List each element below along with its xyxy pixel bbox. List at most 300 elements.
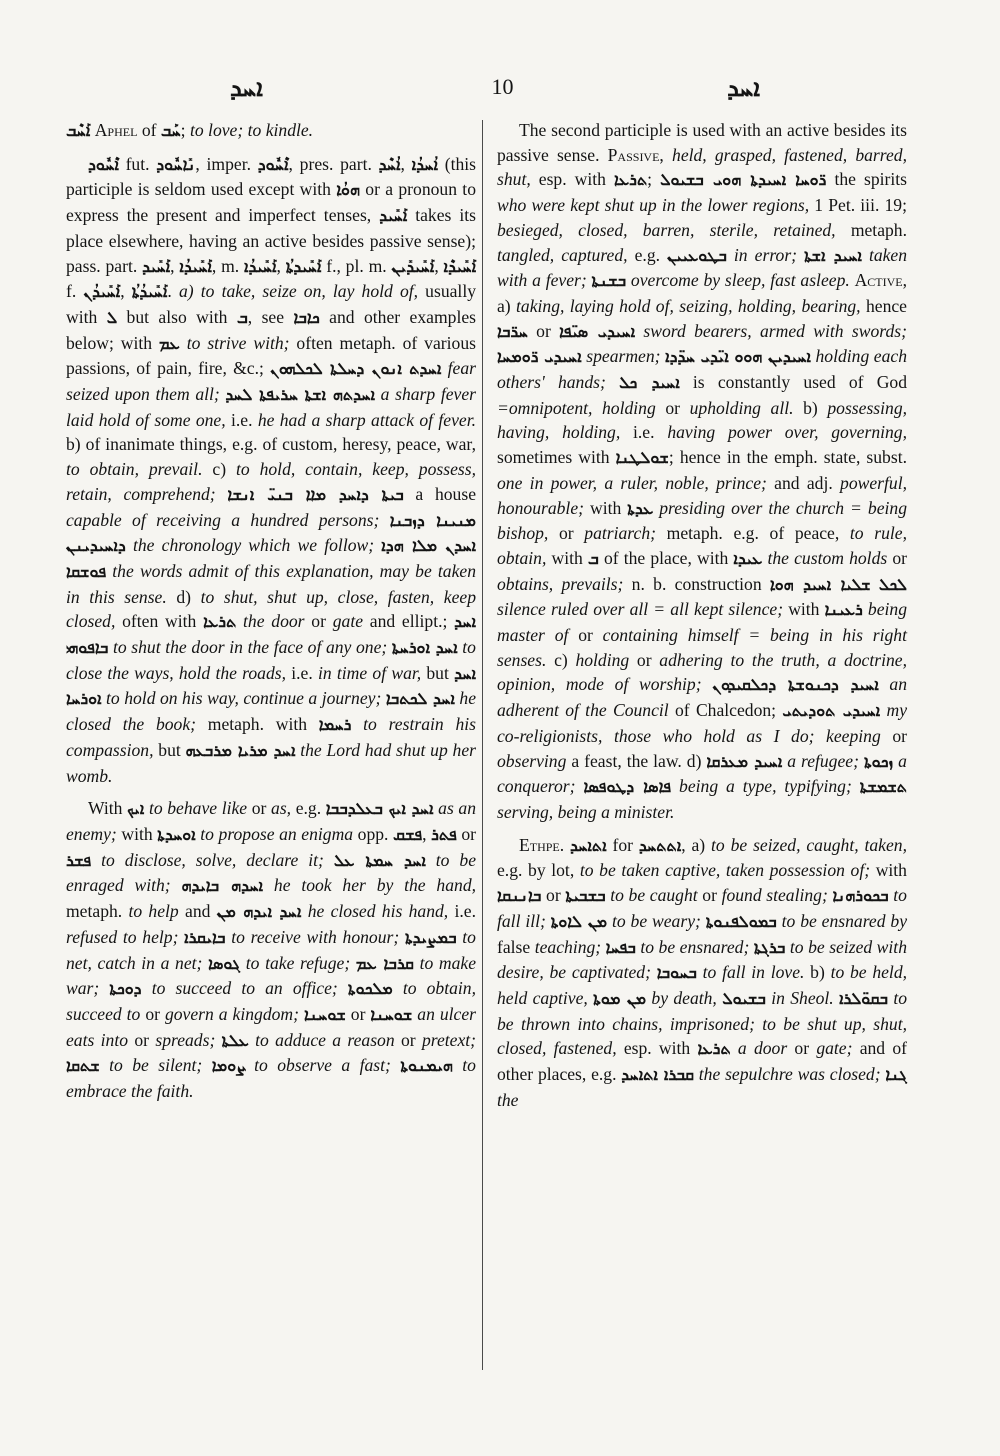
italic-gloss: to propose an enigma — [200, 823, 354, 844]
text-run — [324, 850, 334, 870]
syriac-word: ܢܺܐܚܽܘܕ — [156, 154, 196, 174]
syriac-word: ܥܠܬܐ — [221, 1030, 249, 1050]
italic-gloss: refused to help; — [66, 926, 179, 947]
text-run: c) — [546, 649, 576, 670]
text-run — [852, 776, 860, 796]
text-run: or — [697, 885, 722, 906]
syriac-word: ܩܒܪܐ ܐܬܐܚܕ — [621, 1065, 694, 1085]
text-run: for — [606, 834, 639, 855]
text-run: , — [422, 823, 432, 844]
syriac-word: ܒܫܒܝܬܐ — [565, 886, 606, 906]
text-run: b) — [793, 397, 828, 418]
text-run: , m. — [211, 255, 244, 276]
italic-gloss: to be weary; — [612, 910, 701, 931]
italic-gloss: to embrace the faith. — [66, 1055, 476, 1102]
syriac-word: ܐܚܝܕܝܢ ܗܘܘ ܐܝ̈ܕܝ ܚܕ̈ܕܐ — [665, 347, 811, 367]
text-run: but also with — [117, 306, 237, 327]
syriac-word: ܐܰܚܺܝܕܶܐ — [443, 256, 477, 276]
syriac-word: ܒܟܘܪܗܢܐ — [832, 886, 889, 906]
entry-paragraph — [497, 833, 907, 1113]
italic-gloss: to strive with; — [186, 332, 290, 353]
syriac-word: ܪܥܝܢܐ — [824, 600, 863, 620]
syriac-word: ܕܘܟܬܐ — [109, 979, 142, 999]
syriac-word: ܐܰܚܺܝܕ — [379, 206, 408, 226]
italic-gloss: to be taken captive, taken possession of; — [579, 860, 871, 881]
syriac-word: ܬܪܥܐ — [697, 1039, 731, 1059]
text-run: takes its place elsewhere, having an active besides passive sense); pass. part. — [66, 205, 476, 276]
italic-gloss: held, grasped, fastened, barred, shut, — [497, 144, 907, 190]
text-run — [606, 372, 619, 392]
text-run: , a) — [681, 834, 712, 855]
text-run: or — [456, 823, 477, 844]
text-run: and of other places, e.g. — [497, 1038, 907, 1085]
italic-gloss: to be enraged with; — [66, 849, 476, 896]
text-run: f., pl. m. — [321, 255, 392, 276]
syriac-word: ܐܰܚܺܝܕ — [142, 256, 171, 276]
syriac-word: ܐܚܕ ܐܘܪܚܬܐ — [391, 638, 458, 658]
syriac-word: ܬܪܥܐ — [203, 612, 237, 632]
syriac-word: ܥܕܬܐ — [627, 498, 654, 518]
text-run: or — [527, 320, 560, 341]
text-run — [142, 978, 152, 998]
italic-gloss: adhering to the truth, a doctrine, opinion, mode of worship; — [497, 649, 907, 695]
page-header — [60, 72, 945, 112]
italic-gloss: he took her by the hand, — [273, 875, 477, 896]
syriac-word: ܒܩܘ̈ܠܪܐ — [839, 988, 888, 1008]
text-run — [180, 333, 187, 353]
text-run: (this participle is seldom used except with — [66, 153, 476, 200]
syriac-word: ܥܝܕܐ — [733, 548, 763, 568]
syriac-word: ܒ — [236, 307, 248, 327]
text-run: of — [137, 120, 161, 140]
text-run — [453, 1055, 462, 1075]
italic-gloss: to shut the door in the face of any one; — [112, 637, 388, 658]
italic-gloss: to fall ill; — [497, 885, 907, 931]
text-run: . — [167, 281, 179, 302]
text-run: false — [497, 936, 535, 957]
italic-gloss: to be seized, caught, taken, — [711, 834, 907, 855]
italic-gloss: silence ruled over all = all kept silence; — [497, 599, 784, 620]
italic-gloss: to close the ways, hold the roads, — [66, 637, 476, 683]
text-run: , see — [247, 306, 294, 327]
syriac-word: ܒܛܘܥܝܝܢ — [667, 245, 727, 265]
text-run: b) — [804, 962, 831, 983]
italic-gloss: an adherent of the Council — [497, 674, 907, 721]
italic-gloss: an ulcer eats into — [66, 1003, 476, 1050]
italic-gloss: serving, being a minister. — [497, 801, 675, 822]
text-run: or — [568, 625, 603, 646]
text-run: with — [583, 497, 628, 518]
syriac-word: ܬܫܡܫܬܐ — [859, 777, 908, 797]
text-run — [202, 1055, 211, 1075]
syriac-word: ܗܝܡܢܘܬܐ — [400, 1056, 453, 1076]
italic-gloss: found stealing; — [721, 885, 828, 906]
syriac-word: ܡܢܝܢܐ ܕܙܒܢܐ ܕܐܚܝܕܝܢܢ — [66, 510, 476, 556]
text-run — [126, 535, 133, 555]
text-run: , — [434, 255, 444, 276]
text-run — [671, 776, 679, 796]
syriac-word: ܠ — [106, 307, 118, 327]
text-run: c) — [202, 459, 236, 480]
italic-gloss: as an enemy; — [66, 798, 477, 844]
text-run: usually with — [66, 281, 477, 327]
syriac-word: ܒܫܝܘܠ — [722, 988, 766, 1008]
text-run: or — [304, 611, 333, 632]
text-run: or — [128, 1029, 156, 1050]
text-run: metaph. — [835, 219, 908, 240]
text-run: , — [276, 255, 286, 276]
text-run — [391, 1055, 400, 1075]
text-run: or a pronoun to express the present and imperfect tenses, — [66, 179, 476, 226]
italic-gloss: he closed the book; — [66, 688, 476, 735]
syriac-word: ܐܚܝܕ ܕܟܢܘܫܬܐ ܕܟܠܩܝܕܘܢ — [712, 675, 879, 695]
text-run: or — [655, 397, 690, 418]
text-run: ; — [180, 120, 190, 140]
syriac-word: ܚܪ̈ܒܐ — [497, 321, 528, 341]
italic-gloss: powerful, honourable; — [497, 472, 907, 518]
italic-gloss: to be seized with desire, be captivated; — [497, 936, 907, 983]
syriac-word: ܐܚܕܢ ܡܠܐ ܗܕܐ ܦܘܫܩܐ — [66, 536, 476, 581]
italic-gloss: containing himself = being in his right senses. — [497, 625, 907, 670]
italic-gloss: he had a sharp attack of fever. — [257, 409, 476, 430]
text-run — [91, 850, 101, 870]
syriac-word: ܦܐܣܐ ܕܛܘܦܣܐ — [583, 777, 672, 797]
syriac-word: ܡܢ ܡܘܬܐ — [593, 988, 647, 1008]
text-run — [664, 145, 672, 165]
italic-gloss: to fall in love. — [702, 962, 805, 983]
italic-gloss: =omnipotent, holding — [497, 397, 656, 418]
italic-gloss: he closed his hand, — [307, 901, 449, 922]
italic-gloss: possessing, having, holding, — [497, 397, 908, 443]
italic-gloss: to behave like — [148, 798, 248, 819]
syriac-word: ܐܚܝܕ ܟܠ — [619, 373, 680, 393]
italic-gloss: holding — [575, 649, 630, 670]
text-run — [879, 674, 890, 694]
running-head-left: ܐܚܕ — [230, 74, 263, 102]
italic-gloss: holding each others' hands; — [497, 346, 908, 393]
italic-gloss: the sepulchre was closed; — [698, 1064, 881, 1085]
syriac-word: ܐܚܝܕ ܡܥܪܩܐ — [706, 751, 783, 771]
text-run: i.e. — [448, 901, 476, 922]
text-run — [99, 978, 109, 998]
text-run — [731, 1038, 738, 1058]
italic-gloss: the door — [243, 611, 305, 632]
text-run: with — [870, 860, 907, 881]
italic-gloss: my co-religionists, those who hold as I do; keeping — [497, 700, 907, 746]
text-run: often with — [115, 611, 204, 632]
text-run: or — [394, 1029, 422, 1050]
italic-gloss: to love; to kindle. — [189, 120, 314, 140]
italic-gloss: spearmen; — [586, 346, 661, 367]
italic-gloss: observing — [497, 750, 567, 771]
column-divider — [482, 120, 483, 1370]
syriac-word: ܐܚܕܗ ܒܐܝܕܗ — [181, 876, 264, 896]
text-run: opp. — [353, 823, 394, 844]
italic-gloss: the — [497, 1089, 519, 1110]
syriac-word: ܐܰܚܶܒ — [66, 121, 91, 140]
italic-gloss: to hold on his way, continue a journey; — [106, 688, 382, 709]
text-run: a) — [497, 295, 517, 316]
italic-gloss: in time of war, — [317, 662, 422, 683]
italic-gloss: to adduce a reason — [255, 1029, 395, 1050]
text-run: or — [247, 798, 272, 819]
text-run: esp. with — [530, 169, 614, 190]
syriac-word: ܫܘܚܢܐ — [303, 1004, 346, 1024]
italic-gloss: as, — [271, 798, 292, 819]
text-run: but — [421, 662, 455, 683]
italic-gloss: fear seized upon them all; — [66, 358, 476, 405]
italic-gloss: spreads; — [155, 1029, 216, 1050]
text-run: or — [787, 1038, 817, 1059]
italic-gloss: gate; — [816, 1038, 853, 1059]
italic-gloss: taken with a fever; — [497, 244, 908, 291]
text-run — [351, 714, 363, 734]
italic-gloss: in error; — [733, 244, 798, 265]
italic-gloss: to make war; — [66, 952, 477, 999]
syriac-word: ܫܬܩܐ — [66, 1056, 100, 1076]
grammar-term: Passive, — [607, 144, 664, 165]
syriac-word: ܠܟܠ — [878, 574, 907, 594]
right-column — [497, 118, 907, 1120]
syriac-word: ܙܟܘܬܐ — [863, 751, 894, 771]
italic-gloss: to succeed to an office; — [151, 978, 338, 999]
text-run: e.g. — [627, 244, 668, 265]
syriac-word: ܒܐܝܩܪܐ — [184, 927, 226, 947]
text-run: esp. with — [616, 1038, 698, 1059]
syriac-word: ܪ̈ܘܚܐ ܐܚܝܕܬܐ ܗܘܝ ܒܫܝܘܠ — [660, 170, 827, 190]
italic-gloss: capable of receiving a hundred persons; — [66, 509, 380, 530]
syriac-word: ܐܚܕ ܠܟܬܒܐ — [385, 689, 455, 709]
italic-gloss: obtains, prevails; — [497, 573, 624, 594]
italic-gloss: a sharp fever laid hold of some one, — [66, 384, 476, 430]
syriac-word: ܫܘܚܢܐ — [370, 1004, 413, 1024]
text-run: ; hence in the emph. state, subst. — [668, 447, 907, 468]
text-run — [393, 978, 403, 998]
syriac-word: ܐܰܚܺܝܕܳܢ — [83, 282, 121, 302]
text-run — [727, 245, 734, 265]
syriac-word: ܒܦܚܐ — [605, 937, 636, 957]
text-run: i.e. — [286, 662, 318, 683]
text-run: and adj. — [766, 472, 841, 493]
text-run: , pres. part. — [288, 153, 379, 174]
text-run — [171, 875, 182, 895]
syriac-word: ܒܡܘܠܦܢܘܬܐ — [705, 911, 777, 931]
syriac-word: ܒܫܢܬܐ — [591, 271, 627, 291]
italic-gloss: the custom holds — [767, 547, 888, 568]
italic-gloss: pretext; — [421, 1029, 477, 1050]
text-run: and ellipt.; — [363, 611, 455, 632]
text-run — [871, 574, 879, 594]
italic-gloss: to help — [128, 901, 179, 922]
text-run: of the place, with — [598, 547, 734, 568]
italic-gloss: overcome by sleep, fast asleep. — [630, 270, 850, 291]
syriac-word: ܨܘܡܐ — [211, 1056, 245, 1076]
italic-gloss: the Lord had shut up her womb. — [66, 739, 476, 786]
text-run: , — [400, 153, 412, 174]
text-run: n. b. construction — [623, 573, 770, 594]
text-run — [100, 1055, 109, 1075]
text-run: , — [170, 255, 180, 276]
syriac-word: ܡܢ ܠܐܘܬܐ — [550, 911, 608, 931]
syriac-word: ܐܚܝܕܝ ܪ̈ܘܡܚܐ — [497, 347, 582, 367]
text-run: metaph. — [66, 901, 129, 922]
text-run: f. — [66, 281, 84, 302]
syriac-word: ܟܐܒܐ — [293, 307, 320, 327]
syriac-word: ܐܘܚܕܬܐ — [157, 824, 196, 844]
italic-gloss: in Sheol. — [771, 987, 834, 1008]
grammar-term: Aphel — [94, 120, 138, 140]
syriac-word: ܐܚܕ ܒܐܦܘܗܝ — [66, 612, 477, 658]
syriac-word: ܒܡܨܝܕܬܐ — [404, 927, 457, 947]
page-number: 10 — [491, 74, 514, 99]
text-run: the spirits — [826, 169, 907, 190]
italic-gloss: who were kept shut up in the lower regions, — [497, 195, 810, 216]
syriac-word: ܥܡ — [159, 333, 180, 353]
syriac-word: ܐܚܝܕ ܐܫܬܐ — [804, 245, 862, 265]
syriac-word: ܐܚܕ ܡܪܝܐ ܡܪܒܥܗ — [185, 740, 296, 760]
italic-gloss: gate — [332, 611, 364, 632]
italic-gloss: to be caught — [610, 885, 698, 906]
syriac-word: ܫܘܠܛܢܐ — [615, 448, 669, 468]
italic-gloss: to take refuge; — [245, 952, 351, 973]
text-run: hence — [860, 295, 907, 316]
syriac-word: ܐܝܟ — [127, 799, 145, 819]
syriac-word: ܦܫܩ — [393, 824, 423, 844]
italic-gloss: to rule, obtain, — [497, 523, 907, 568]
text-run: of Chalcedon; — [668, 700, 783, 721]
syriac-word: ܐܚܕ ܐܝܟ ܒܥܠܕܒܒܐ — [325, 799, 434, 819]
syriac-word: ܩܪܒܐ ܥܡ — [355, 953, 414, 973]
italic-gloss: to observe a fast; — [254, 1055, 391, 1076]
text-run: or — [345, 1003, 371, 1024]
syriac-word: ܗܘܳܐ — [336, 180, 360, 200]
italic-gloss: patriarch; — [584, 523, 656, 544]
italic-gloss: to be ensnared; — [640, 936, 750, 957]
syriac-word: ܒܚܘܒܐ — [656, 963, 697, 983]
syriac-word: ܐܳܚܕܳܐ — [411, 154, 438, 174]
italic-gloss: to be thrown into chains, imprisoned; to be shut up, shut, closed, fastened, — [497, 987, 907, 1059]
text-run: or — [887, 547, 908, 568]
syriac-word: ܓܘܣܐ — [208, 953, 241, 973]
text-run: often metaph. of various passions, of pain, fire, &c.; — [66, 332, 476, 379]
text-run — [862, 245, 869, 265]
italic-gloss: a conqueror; — [497, 750, 907, 797]
syriac-word: ܐܚܕ ܐܝܕܗ ܡܢ — [216, 902, 302, 922]
italic-gloss: to obtain, prevail. — [66, 459, 203, 480]
text-run: or — [140, 1003, 165, 1024]
italic-gloss: to net, catch in a net; — [66, 926, 476, 973]
text-run — [263, 875, 274, 895]
syriac-word: ܐܚܝܕܝ ܬܘܕܝܬܝ — [782, 701, 881, 721]
text-run: with — [783, 599, 825, 620]
italic-gloss: having power over, governing, — [667, 422, 907, 443]
text-run: The second participle is used with an active besides its passive sense. — [497, 120, 907, 165]
syriac-word: ܬܪܥܐ — [613, 170, 648, 190]
text-run: with — [546, 547, 588, 568]
entry-paragraph — [497, 118, 907, 825]
syriac-word: ܚܰܒ — [160, 121, 181, 140]
text-run: or — [629, 649, 660, 670]
italic-gloss: the words admit of this explanation, may be taken in this sense. — [66, 560, 476, 607]
syriac-word: ܐܶܚܽܘܕ — [257, 154, 289, 174]
text-run: and other examples below; with — [66, 306, 476, 353]
text-run: and — [178, 901, 217, 922]
italic-gloss: to restrain his compassion, — [66, 714, 476, 760]
italic-gloss: to be ensnared by — [781, 910, 907, 931]
syriac-word: ܐܚܕܬܗ ܐܫܬܐ ܚܪܝܦܬܐ ܠܚܕ — [225, 385, 375, 405]
italic-gloss: to obtain, succeed to — [66, 978, 476, 1024]
text-run: but — [153, 739, 186, 760]
entry-paragraph — [66, 152, 476, 789]
syriac-word: ܦܬܪ — [431, 824, 457, 844]
text-run: With — [88, 798, 128, 819]
text-run: e.g. by lot, — [497, 860, 580, 881]
text-run: is constantly used of God — [679, 372, 908, 393]
text-run: e.g. — [291, 798, 326, 819]
text-run: fut. — [118, 153, 157, 174]
text-run: 1 Pet. iii. 19; — [809, 195, 907, 216]
text-run — [379, 510, 389, 530]
text-run — [338, 978, 348, 998]
syriac-word: ܐܚܕܬ ܐܢܘܢ ܕܚܠܬܐ ܠܟܠܗܘܢ — [270, 359, 442, 379]
italic-gloss: a refugee; — [787, 750, 859, 771]
grammar-term: Active, — [854, 270, 908, 291]
italic-gloss: sword bearers, armed with swords; — [643, 320, 907, 341]
syriac-word: ܪܚܡܐ — [318, 715, 352, 735]
entry-paragraph — [66, 796, 476, 1103]
italic-gloss: to be silent; — [109, 1055, 203, 1076]
syriac-word: ܦܫܪ — [66, 850, 92, 870]
syriac-word: ܐܚܕ ܚܡܬܐ ܥܠ — [333, 850, 426, 870]
text-run — [216, 484, 228, 504]
syriac-word: ܐܳܚܶܕ — [378, 154, 401, 174]
italic-gloss: to shut, shut up, close, fasten, keep closed, — [66, 586, 476, 632]
italic-gloss: being a type, typifying; — [679, 776, 852, 797]
italic-gloss: a) to take, seize on, lay hold of, — [178, 281, 419, 302]
text-run: i.e. — [620, 422, 668, 443]
syriac-word: ܐܬܬܚܕ — [638, 835, 682, 855]
syriac-word: ܓܢܐ — [885, 1065, 907, 1085]
italic-gloss: presiding over the church = being bishop, — [497, 497, 908, 544]
text-run — [702, 674, 713, 694]
syriac-word: ܐܰܚܺܝܕܳܐ — [243, 256, 277, 276]
italic-gloss: to hold, contain, keep, possess, retain, comprehend; — [66, 459, 476, 504]
text-run: ; — [647, 169, 661, 190]
syriac-word: ܐܚܝܕܝ ܣܝ̈ܦܐ — [559, 321, 636, 341]
text-run: , imper. — [195, 153, 258, 174]
text-run: , — [120, 281, 132, 302]
italic-gloss: teaching; — [534, 936, 602, 957]
text-run: a feast, the law. d) — [566, 750, 707, 771]
syriac-word: ܒܝܬܐ ܕܐܚܕ ܡܐܐ ܒܢܝ̈ ܐܢܫܐ — [227, 484, 404, 504]
italic-gloss: tangled, captured, — [497, 244, 628, 265]
syriac-word: ܒ — [587, 548, 599, 568]
text-run: d) — [166, 586, 201, 607]
text-run: metaph. e.g. of peace, — [655, 523, 850, 544]
italic-gloss: being master of — [497, 599, 908, 646]
text-run: i.e. — [225, 409, 258, 430]
entry-paragraph — [66, 118, 476, 144]
italic-gloss: govern a kingdom; — [164, 1003, 299, 1024]
syriac-word: ܐܰܚܺܝܕܬܳܐ — [285, 256, 322, 276]
syriac-word: ܫܠܝܐ ܐܚܝܕ ܗܘܐ — [769, 574, 871, 594]
italic-gloss: besieged, closed, barren, sterile, retained, — [497, 219, 836, 240]
italic-gloss: the chronology which we follow; — [132, 535, 375, 556]
italic-gloss: a door — [737, 1038, 788, 1059]
syriac-word: ܐܶܚܽܘܕ — [88, 154, 119, 174]
text-run: with — [116, 823, 158, 844]
text-run — [245, 1055, 254, 1075]
